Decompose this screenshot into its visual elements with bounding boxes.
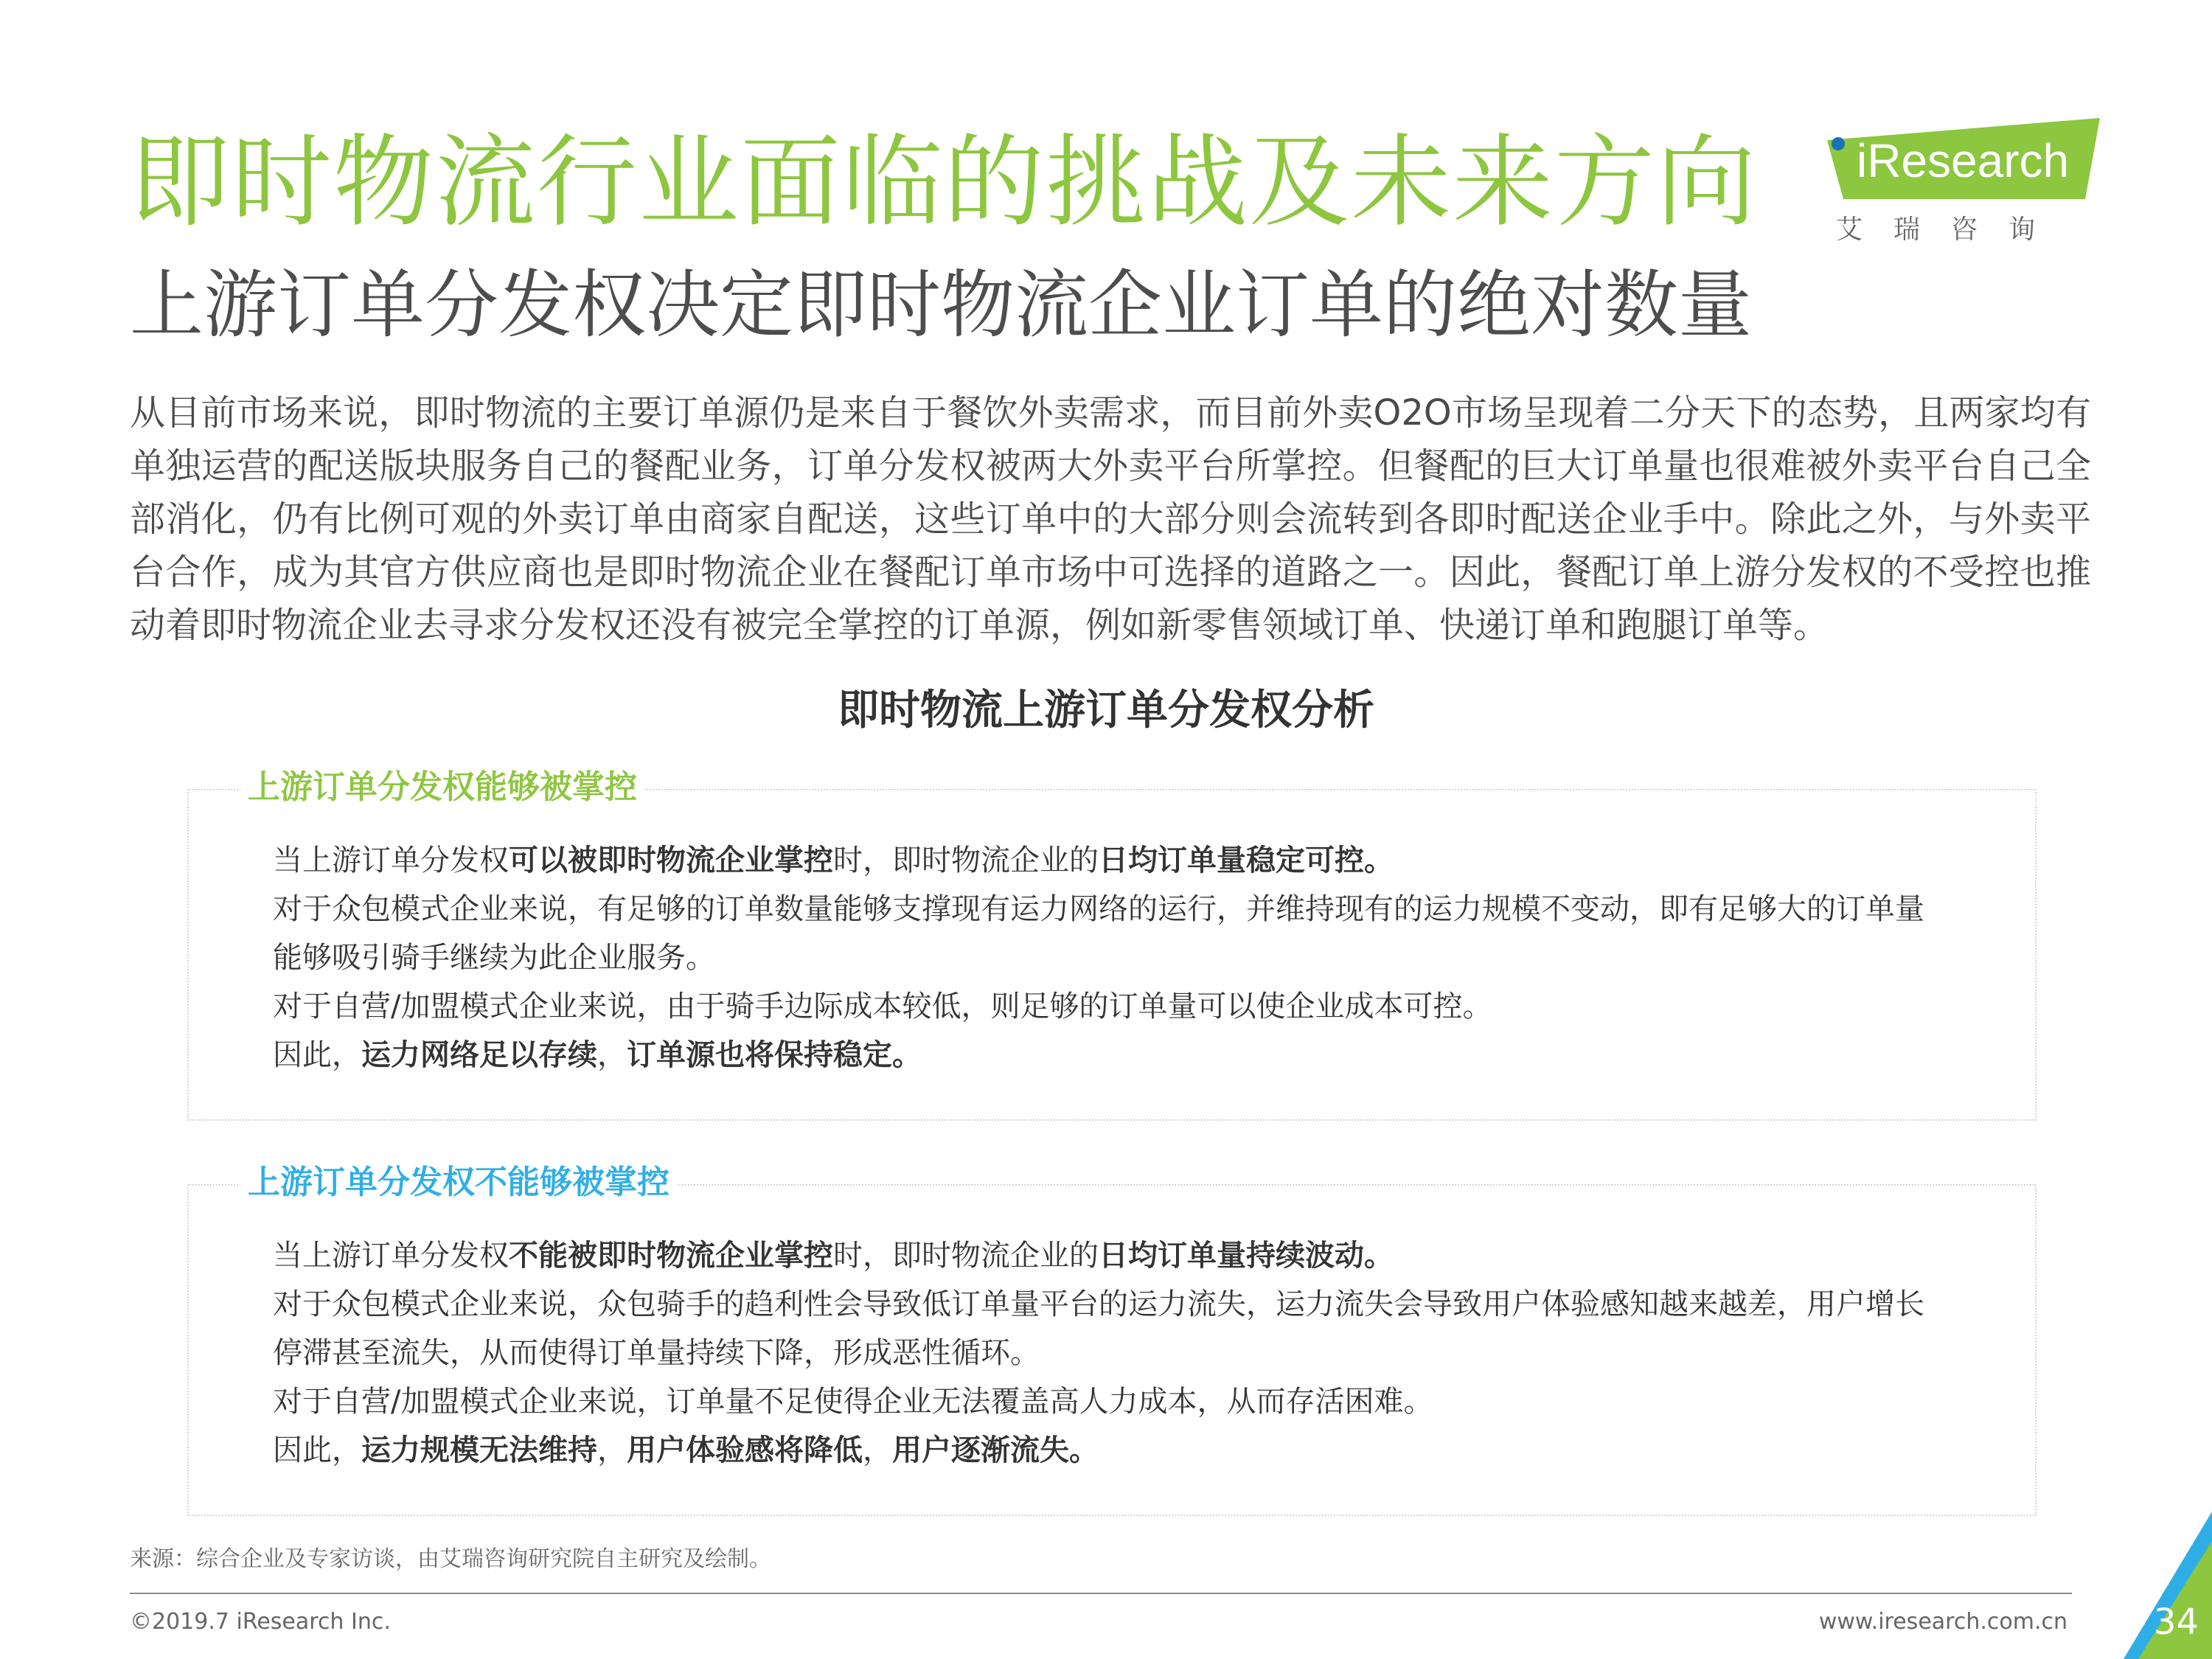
uncontrolled-line-4: 因此，运力规模无法维持，用户体验感将降低，用户逐渐流失。 — [273, 1433, 1099, 1467]
logo-dot-icon — [1832, 137, 1845, 150]
uncontrolled-panel-body — [273, 1231, 1939, 1475]
intro-paragraph: 从目前市场来说，即时物流的主要订单源仍是来自于餐饮外卖需求，而目前外卖O2O市场呈现着二分天下的态势，且两家均有单独运营的配送版块服务自己的餐配业务，订单分发权被两大外卖平台所掌控。但餐配的巨大订单量也很难被外卖平台自己全部消化，仍有比例可观的外卖订单由商家自配送，这些订单中的大部分则会流转到各即时配送企业手中。除此之外，与外卖平台合作，成为其官方供应商也是即时物流企业在餐配订单市场中可选择的道路之一。因此，餐配订单上游分发权的不受控也推动着即时物流企业去寻求分发权还没有被完全掌控的订单源，例如新零售领域订单、快递订单和跑腿订单等。 — [130, 392, 2091, 646]
logo-chinese-text: 艾瑞咨询 — [1836, 215, 2067, 245]
uncontrolled-line-2: 对于众包模式企业来说，众包骑手的趋利性会导致低订单量平台的运力流失，运力流失会导致用户体验感知越来越差，用户增长停滞甚至流失，从而使得订单量持续下降，形成恶性循环。 — [273, 1287, 1924, 1370]
controlled-line-4: 因此，运力网络足以存续，订单源也将保持稳定。 — [273, 1038, 922, 1072]
source-note: 来源：综合企业及专家访谈，由艾瑞咨询研究院自主研究及绘制。 — [130, 1546, 771, 1572]
website-link[interactable]: www.iresearch.com.cn — [1818, 1609, 2067, 1635]
uncontrolled-panel — [187, 1164, 2037, 1516]
controlled-line-1: 当上游订单分发权可以被即时物流企业掌控时，即时物流企业的日均订单量稳定可控。 — [273, 844, 1394, 877]
controlled-panel — [187, 768, 2037, 1121]
uncontrolled-line-1: 当上游订单分发权不能被即时物流企业掌控时，即时物流企业的日均订单量持续波动。 — [273, 1239, 1394, 1273]
copyright-text: ©2019.7 iResearch Inc. — [130, 1609, 391, 1635]
controlled-line-3: 对于自营/加盟模式企业来说，由于骑手边际成本较低，则足够的订单量可以使企业成本可控。 — [273, 990, 1492, 1023]
uncontrolled-panel-label: 上游订单分发权不能够被掌控 — [240, 1161, 677, 1205]
uncontrolled-line-3: 对于自营/加盟模式企业来说，订单量不足使得企业无法覆盖高人力成本，从而存活困难。 — [273, 1385, 1433, 1419]
section-heading: 即时物流上游订单分发权分析 — [838, 686, 1374, 734]
controlled-panel-body — [273, 836, 1939, 1079]
page-title: 即时物流行业面临的挑战及未来方向 — [130, 125, 1758, 241]
iresearch-logo — [1827, 118, 2100, 251]
controlled-panel-label: 上游订单分发权能够被掌控 — [240, 765, 644, 810]
page-number: 34 — [2153, 1601, 2199, 1643]
logo-brand-text: iResearch — [1857, 134, 2070, 187]
controlled-line-2: 对于众包模式企业来说，有足够的订单数量能够支撑现有运力网络的运行，并维持现有的运力规模不变动，即有足够大的订单量能够吸引骑手继续为此企业服务。 — [273, 892, 1924, 975]
footer-divider — [130, 1593, 2072, 1594]
page-subtitle: 上游订单分发权决定即时物流企业订单的绝对数量 — [130, 262, 1752, 348]
